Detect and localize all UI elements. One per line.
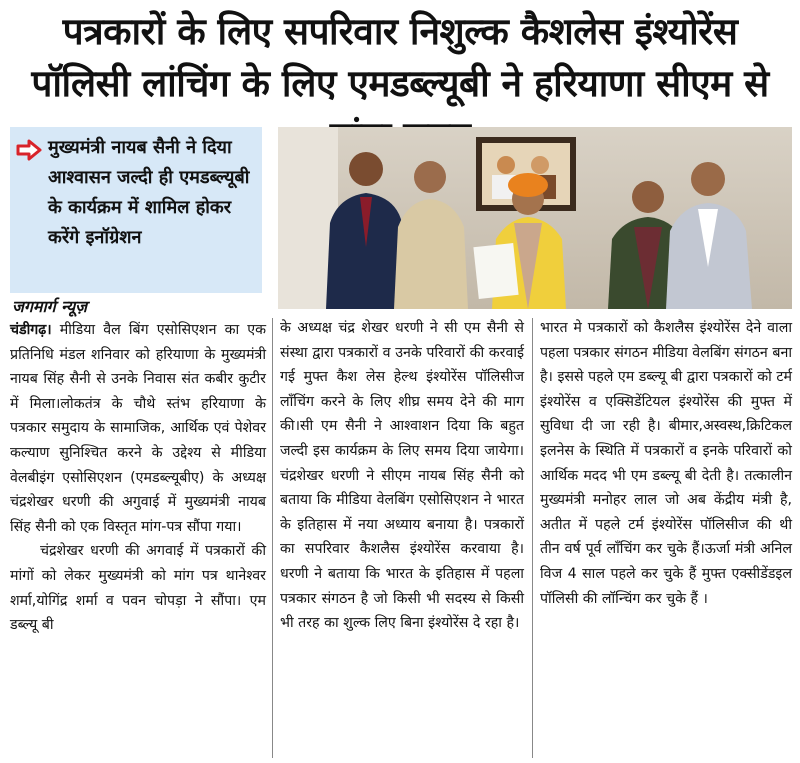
arrow-right-icon <box>16 139 42 161</box>
column-divider <box>272 318 273 758</box>
kicker-box <box>10 127 262 293</box>
column3-text: भारत मे पत्रकारों को कैशलैस इंश्योरेंस देने वाला पहला पत्रकार संगठन मीडिया वेलबिंग संगठन बना है। इससे पहले एम डब्ल्यू बी द्वारा पत्रकारों को टर्म इंश्योरेंस व एक्सिडेंटियल इंश्योरेंस की मुफ्त में सुविधा दी जा रही है। बीमार,अस्वस्थ,क्रिटिकल इलनेस के स्थिति में पत्रकारों व इनके परिवारों को आर्थिक मदद भी एम डब्ल्यू बी देती है। तत्कालीन मुख्यमंत्री मनोहर लाल जो अब केंद्रीय मंत्री है, अतीत में पहले टर्म इंश्योरेंस पॉलिसीज की थी तीन वर्ष पूर्व लाँचिंग कर चुके हैं।ऊर्जा मंत्री अनिल विज 4 साल पहले कर चुके हैं मुफ्त एक्सीडेंडइल पॉलिसी की लॉन्चिंग कर चुके हैं । <box>540 320 792 607</box>
byline: जगमार्ग न्यूज़ <box>12 297 88 316</box>
news-photo <box>278 127 792 309</box>
article-column-3 <box>540 316 792 611</box>
column-divider <box>532 318 533 758</box>
column1-paragraph-1: मीडिया वैल बिंग एसोसिएशन का एक प्रतिनिधि मंडल शनिवार को हरियाणा के मुख्यमंत्री नायब सिंह सैनी से उनके निवास संत कबीर कुटीर में मिला।लोकतंत्र के चौथे स्तंभ हरियाणा के पत्रकार समुदाय के सामाजिक, आर्थिक एवं पेशेवर कल्याण सुनिश्चित करने के उद्देश्य से मीडिया वेलबीइंग एसोसिएशन (एमडब्ल्यूबीए) के अध्यक्ष चंद्रशेखर धरणी की अगुवाई में मुख्यमंत्री नायब सिंह सैनी को एक विस्तृत मांग-पत्र सौंपा गया। <box>10 322 267 535</box>
column2-text: के अध्यक्ष चंद्र शेखर धरणी ने सी एम सैनी से संस्था द्वारा पत्रकारों व उनके परिवारों की करवाई गई मुफ्त कैश लेस हेल्थ इंश्योरेंस पॉलिसीज लाँचिंग करने के लिए शीघ्र समय देने की माग की।सी एम सैनी ने आश्वाशन दिया कि बहुत जल्दी इस कार्यक्रम के लिए समय दिया जायेगा। चंद्रशेखर धरणी ने सीएम नायब सिंह सैनी को बताया कि मीडिया वेलबिंग एसोसिएशन ने भारत के इतिहास में नया अध्याय बनाया है। पत्रकारों का सपरिवार कैशलैस इंश्योरेंस करवाया है। धरणी ने बताया कि भारत के इतिहास में पहला पत्रकार संगठन है जो किसी भी सदस्य से किसी भी तरह का शुल्क लिए बिना इंश्योरेंस दे रहा है। <box>280 320 524 632</box>
kicker-text: मुख्यमंत्री नायब सैनी ने दिया आश्वासन जल्दी ही एमडब्ल्यूबी के कार्यक्रम में शामिल होकर करेंगे इनॉग्रेशन <box>48 137 250 248</box>
headline: पत्रकारों के लिए सपरिवार निशुल्क कैशलेस इंश्योरेंस पॉलिसी लांचिंग के लिए एमडब्ल्यूबी ने हरियाणा सीएम से <box>31 10 769 105</box>
article-column-2 <box>280 316 524 636</box>
column1-paragraph-2: चंद्रशेखर धरणी की अगवाई में पत्रकारों की मांगों को लेकर मुख्यमंत्री को मांग पत्र थानेश्वर शर्मा,योगिंद्र शर्मा व पवन चोपड़ा ने सौंपा। एम डब्ल्यू बी <box>10 543 266 634</box>
article-column-1 <box>10 318 266 638</box>
dateline: चंडीगढ़। <box>10 322 52 338</box>
